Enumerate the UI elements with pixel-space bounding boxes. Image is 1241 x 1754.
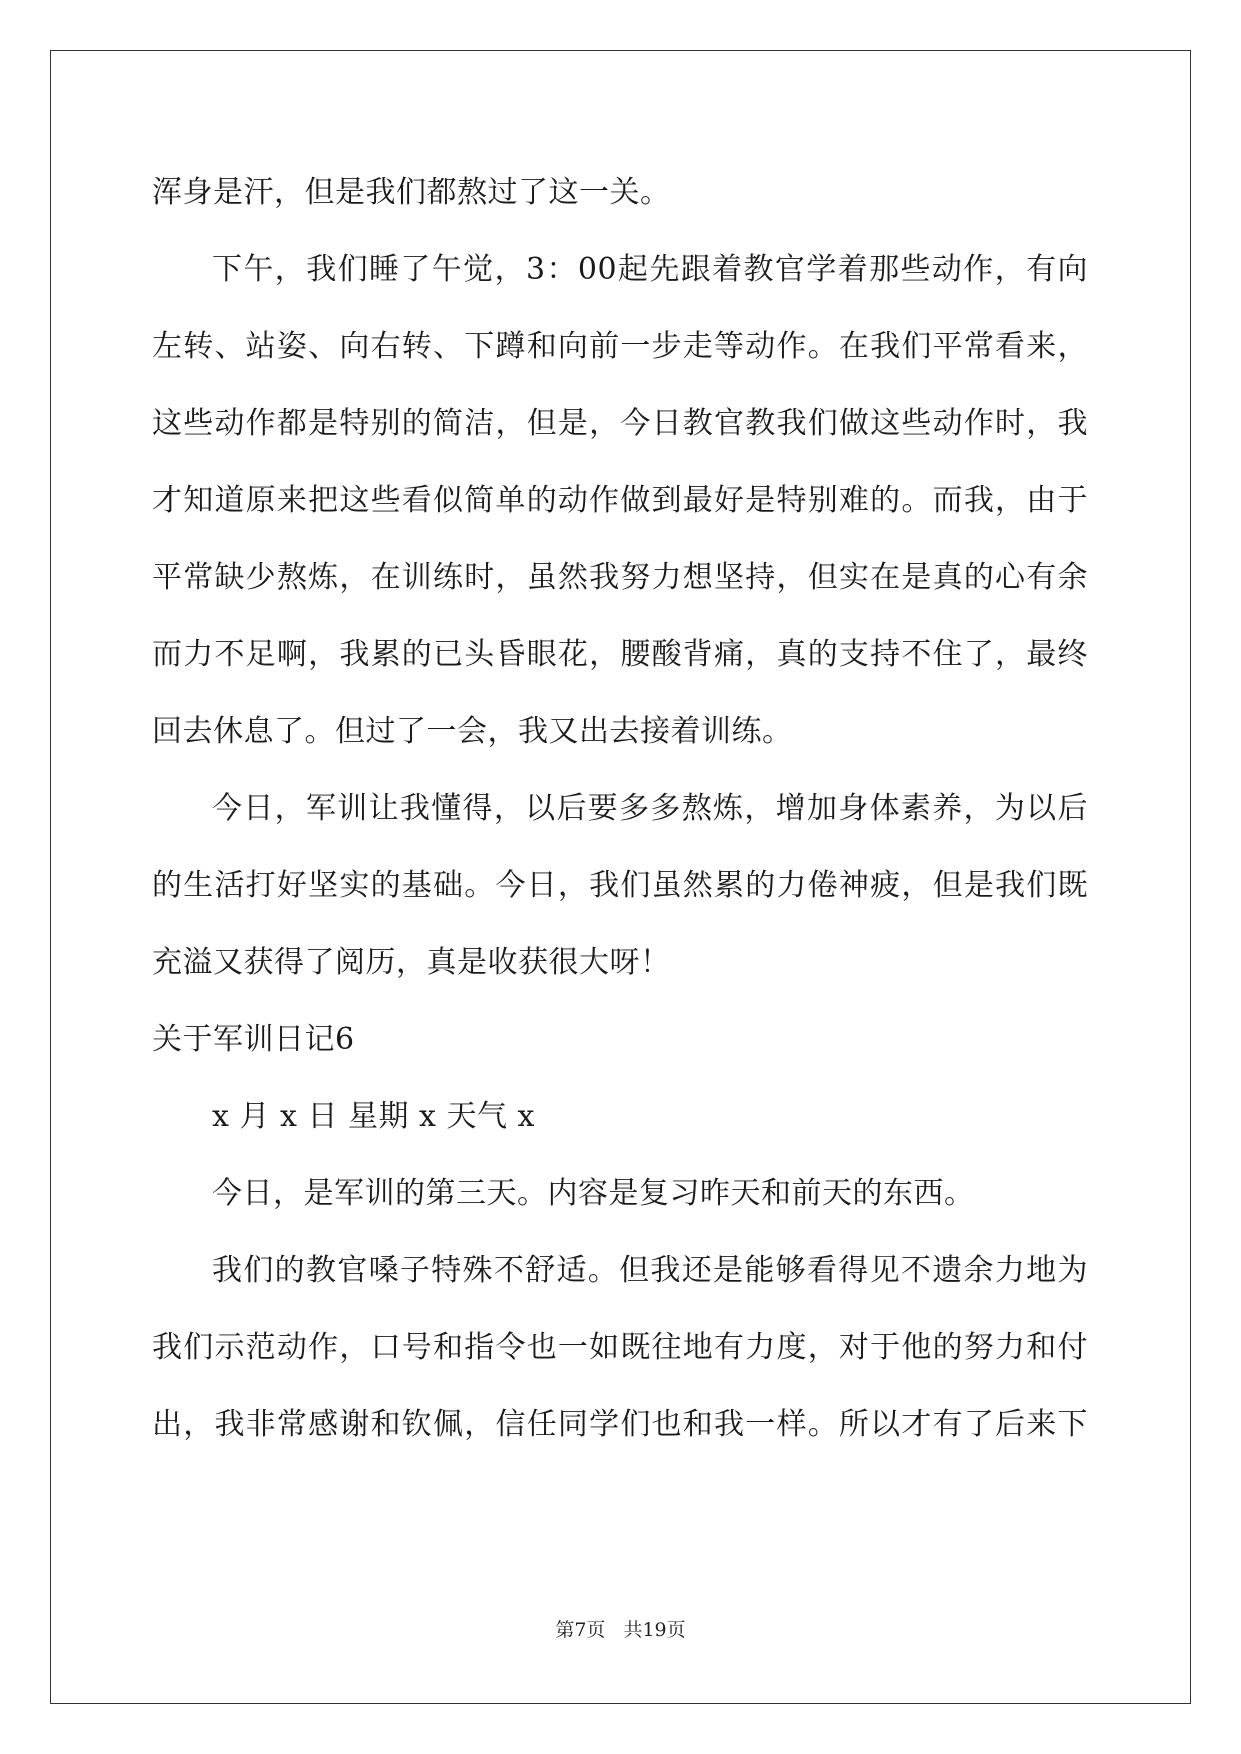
text-line: 我们的教官嗓子特殊不舒适。但我还是能够看得见不遗余力地为	[212, 1253, 1088, 1288]
text-line: 平常缺少熬炼，在训练时，虽然我努力想坚持，但实在是真的心有余	[152, 560, 1088, 595]
page-total: 共19页	[623, 1619, 686, 1641]
text-line: 我们示范动作，口号和指令也一如既往地有力度，对于他的努力和付	[152, 1330, 1088, 1365]
text-line: 回去休息了。但过了一会，我又出去接着训练。	[152, 714, 793, 749]
text-line: 今日，是军训的第三天。内容是复习昨天和前天的东西。	[212, 1176, 975, 1211]
text-line: 而力不足啊，我累的已头昏眼花，腰酸背痛，真的支持不住了，最终	[152, 637, 1088, 672]
text-line: 下午，我们睡了午觉，3：00起先跟着教官学着那些动作，有向	[212, 252, 1088, 287]
page-number: 第7页	[555, 1619, 606, 1641]
section-heading: 关于军训日记6	[152, 1022, 355, 1057]
text-line: 左转、站姿、向右转、下蹲和向前一步走等动作。在我们平常看来，	[152, 329, 1088, 364]
text-line: 才知道原来把这些看似简单的动作做到最好是特别难的。而我，由于	[152, 483, 1088, 518]
date-weather-line: x 月 x 日 星期 x 天气 x	[212, 1099, 535, 1134]
text-line: 今日，军训让我懂得，以后要多多熬炼，增加身体素养，为以后	[212, 791, 1088, 826]
page-footer	[0, 1618, 1241, 1642]
text-line: 的生活打好坚实的基础。今日，我们虽然累的力倦神疲，但是我们既	[152, 868, 1088, 903]
text-line: 充溢又获得了阅历，真是收获很大呀！	[152, 945, 671, 980]
text-line: 这些动作都是特别的简洁，但是，今日教官教我们做这些动作时，我	[152, 406, 1088, 441]
text-line: 浑身是汗，但是我们都熬过了这一关。	[152, 175, 671, 210]
text-line: 出，我非常感谢和钦佩，信任同学们也和我一样。所以才有了后来下	[152, 1407, 1088, 1442]
